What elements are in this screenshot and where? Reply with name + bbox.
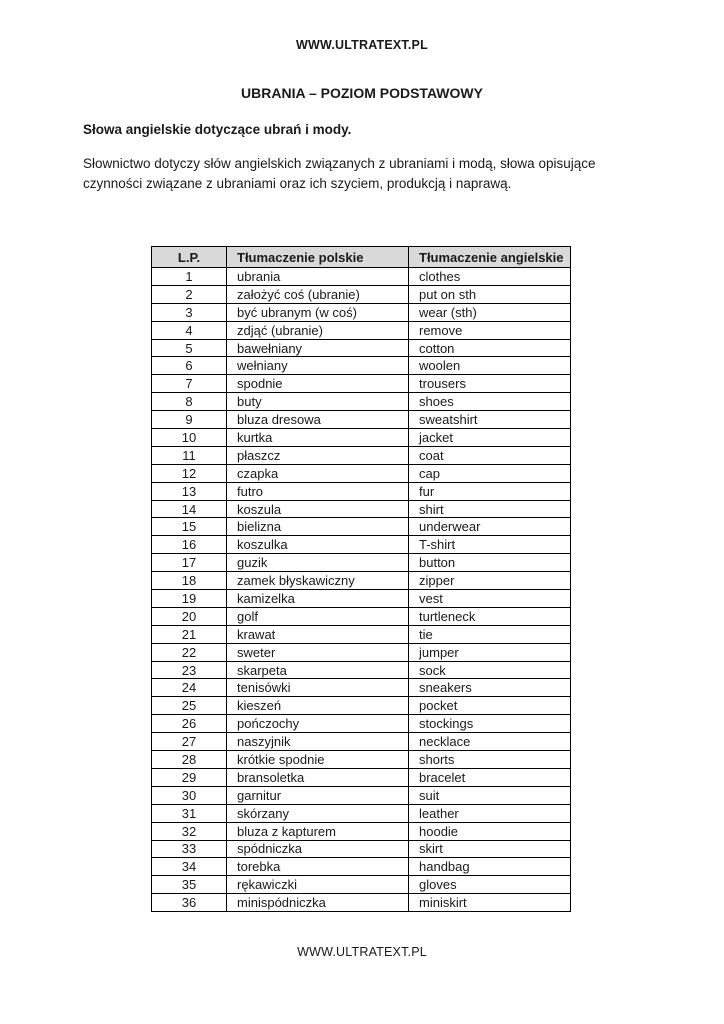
english-cell: tie (409, 625, 571, 643)
lp-cell: 14 (152, 500, 227, 518)
polish-cell: kamizelka (227, 590, 409, 608)
lp-cell: 12 (152, 464, 227, 482)
polish-cell: zamek błyskawiczny (227, 572, 409, 590)
english-cell: coat (409, 446, 571, 464)
english-cell: leather (409, 804, 571, 822)
table-row (152, 697, 571, 715)
table-row (152, 768, 571, 786)
lp-cell: 33 (152, 840, 227, 858)
polish-cell: guzik (227, 554, 409, 572)
lp-cell: 30 (152, 786, 227, 804)
english-cell: underwear (409, 518, 571, 536)
english-cell: bracelet (409, 768, 571, 786)
lp-cell: 31 (152, 804, 227, 822)
table-row (152, 822, 571, 840)
table-row (152, 590, 571, 608)
lp-cell: 16 (152, 536, 227, 554)
site-url-header: WWW.ULTRATEXT.PL (296, 38, 428, 52)
lp-cell: 19 (152, 590, 227, 608)
english-cell: zipper (409, 572, 571, 590)
lp-cell: 35 (152, 876, 227, 894)
polish-cell: bielizna (227, 518, 409, 536)
english-cell: turtleneck (409, 607, 571, 625)
table-row (152, 339, 571, 357)
table-row (152, 661, 571, 679)
polish-cell: pończochy (227, 715, 409, 733)
english-cell: suit (409, 786, 571, 804)
english-cell: hoodie (409, 822, 571, 840)
site-url-footer: WWW.ULTRATEXT.PL (297, 945, 427, 960)
table-row (152, 393, 571, 411)
lp-cell: 3 (152, 303, 227, 321)
table-row (152, 446, 571, 464)
polish-cell: golf (227, 607, 409, 625)
polish-cell: garnitur (227, 786, 409, 804)
english-cell: T-shirt (409, 536, 571, 554)
lp-cell: 13 (152, 482, 227, 500)
lp-cell: 4 (152, 321, 227, 339)
vocabulary-table (151, 246, 571, 912)
polish-cell: bransoletka (227, 768, 409, 786)
polish-cell: bluza dresowa (227, 411, 409, 429)
polish-cell: spodnie (227, 375, 409, 393)
polish-cell: płaszcz (227, 446, 409, 464)
table-row (152, 572, 571, 590)
lp-cell: 10 (152, 429, 227, 447)
column-header-polish: Tłumaczenie polskie (227, 247, 409, 268)
table-row (152, 321, 571, 339)
lp-cell: 28 (152, 751, 227, 769)
english-cell: gloves (409, 876, 571, 894)
table-row (152, 429, 571, 447)
polish-cell: spódniczka (227, 840, 409, 858)
english-cell: sneakers (409, 679, 571, 697)
lp-cell: 7 (152, 375, 227, 393)
polish-cell: zdjąć (ubranie) (227, 321, 409, 339)
lp-cell: 26 (152, 715, 227, 733)
table-row (152, 679, 571, 697)
english-cell: miniskirt (409, 894, 571, 912)
polish-cell: rękawiczki (227, 876, 409, 894)
polish-cell: ubrania (227, 268, 409, 286)
lp-cell: 32 (152, 822, 227, 840)
lp-cell: 22 (152, 643, 227, 661)
polish-cell: naszyjnik (227, 733, 409, 751)
english-cell: pocket (409, 697, 571, 715)
polish-cell: skórzany (227, 804, 409, 822)
english-cell: handbag (409, 858, 571, 876)
lp-cell: 34 (152, 858, 227, 876)
english-cell: cap (409, 464, 571, 482)
column-header-english: Tłumaczenie angielskie (409, 247, 571, 268)
polish-cell: wełniany (227, 357, 409, 375)
english-cell: shorts (409, 751, 571, 769)
polish-cell: sweter (227, 643, 409, 661)
polish-cell: czapka (227, 464, 409, 482)
polish-cell: futro (227, 482, 409, 500)
column-header-lp: L.P. (152, 247, 227, 268)
table-row (152, 625, 571, 643)
english-cell: remove (409, 321, 571, 339)
polish-cell: buty (227, 393, 409, 411)
lp-cell: 9 (152, 411, 227, 429)
table-row (152, 375, 571, 393)
table-row (152, 303, 571, 321)
polish-cell: tenisówki (227, 679, 409, 697)
english-cell: button (409, 554, 571, 572)
table-row (152, 536, 571, 554)
english-cell: vest (409, 590, 571, 608)
table-row (152, 876, 571, 894)
lp-cell: 1 (152, 268, 227, 286)
english-cell: shirt (409, 500, 571, 518)
lp-cell: 17 (152, 554, 227, 572)
lp-cell: 11 (152, 446, 227, 464)
table-row (152, 643, 571, 661)
table-row (152, 607, 571, 625)
polish-cell: krótkie spodnie (227, 751, 409, 769)
english-cell: necklace (409, 733, 571, 751)
table-row (152, 518, 571, 536)
english-cell: cotton (409, 339, 571, 357)
lp-cell: 15 (152, 518, 227, 536)
vocab-table-body (152, 268, 571, 912)
polish-cell: być ubranym (w coś) (227, 303, 409, 321)
table-row (152, 858, 571, 876)
lp-cell: 18 (152, 572, 227, 590)
table-row (152, 482, 571, 500)
english-cell: shoes (409, 393, 571, 411)
intro-paragraph: Słownictwo dotyczy słów angielskich związanych z ubraniami i modą, słowa opisujące czynności związane z ubraniami oraz ich szyciem, produkcją i naprawą. (83, 156, 596, 191)
polish-cell: koszulka (227, 536, 409, 554)
english-cell: stockings (409, 715, 571, 733)
lp-cell: 21 (152, 625, 227, 643)
english-cell: woolen (409, 357, 571, 375)
english-cell: fur (409, 482, 571, 500)
lp-cell: 8 (152, 393, 227, 411)
lp-cell: 20 (152, 607, 227, 625)
english-cell: clothes (409, 268, 571, 286)
table-header-row (152, 247, 571, 268)
table-row (152, 715, 571, 733)
page-title: UBRANIA – POZIOM PODSTAWOWY (241, 85, 483, 101)
table-row (152, 500, 571, 518)
english-cell: jumper (409, 643, 571, 661)
table-row (152, 268, 571, 286)
polish-cell: bawełniany (227, 339, 409, 357)
polish-cell: kurtka (227, 429, 409, 447)
english-cell: skirt (409, 840, 571, 858)
english-cell: jacket (409, 429, 571, 447)
table-row (152, 804, 571, 822)
lp-cell: 36 (152, 894, 227, 912)
polish-cell: założyć coś (ubranie) (227, 285, 409, 303)
lp-cell: 25 (152, 697, 227, 715)
polish-cell: krawat (227, 625, 409, 643)
polish-cell: skarpeta (227, 661, 409, 679)
document-subtitle: Słowa angielskie dotyczące ubrań i mody. (83, 122, 352, 137)
lp-cell: 2 (152, 285, 227, 303)
lp-cell: 29 (152, 768, 227, 786)
polish-cell: bluza z kapturem (227, 822, 409, 840)
table-row (152, 411, 571, 429)
table-row (152, 285, 571, 303)
english-cell: sweatshirt (409, 411, 571, 429)
polish-cell: minispódniczka (227, 894, 409, 912)
lp-cell: 5 (152, 339, 227, 357)
english-cell: sock (409, 661, 571, 679)
lp-cell: 6 (152, 357, 227, 375)
table-row (152, 894, 571, 912)
table-row (152, 733, 571, 751)
polish-cell: kieszeń (227, 697, 409, 715)
polish-cell: koszula (227, 500, 409, 518)
table-row (152, 751, 571, 769)
polish-cell: torebka (227, 858, 409, 876)
table-row (152, 786, 571, 804)
lp-cell: 27 (152, 733, 227, 751)
english-cell: put on sth (409, 285, 571, 303)
english-cell: trousers (409, 375, 571, 393)
table-row (152, 357, 571, 375)
table-row (152, 464, 571, 482)
lp-cell: 24 (152, 679, 227, 697)
english-cell: wear (sth) (409, 303, 571, 321)
lp-cell: 23 (152, 661, 227, 679)
table-row (152, 554, 571, 572)
table-row (152, 840, 571, 858)
